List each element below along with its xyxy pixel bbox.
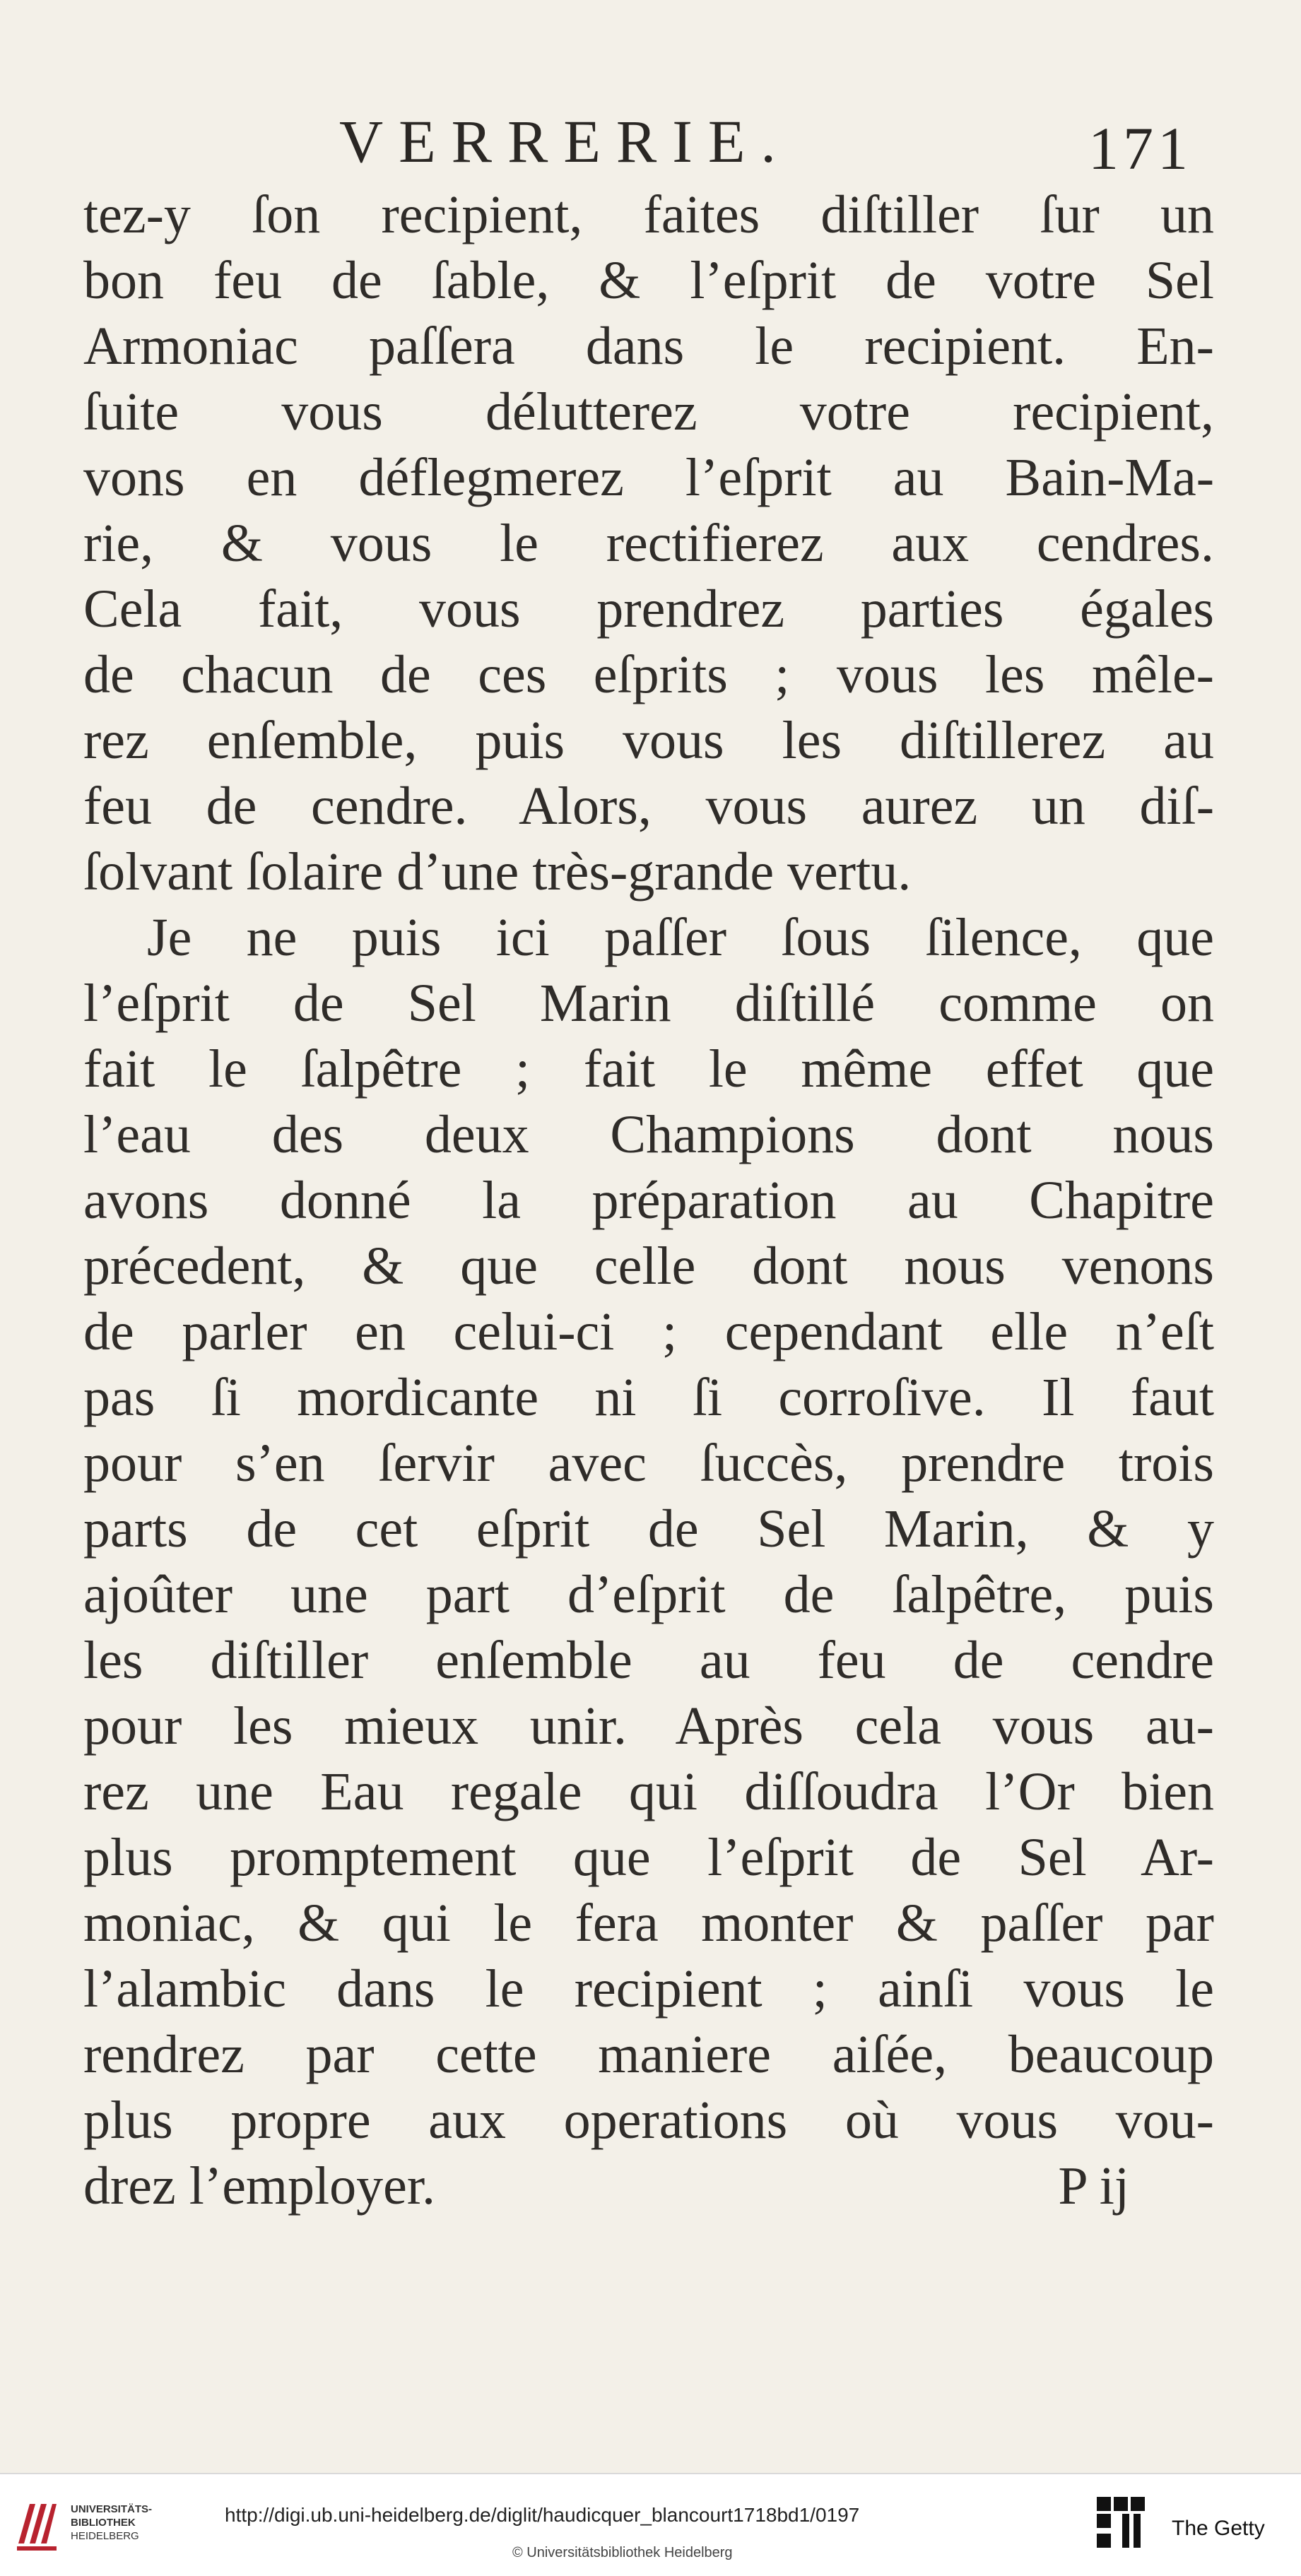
copyright-notice: © Universitätsbibliothek Heidelberg — [512, 2545, 733, 2560]
text-line: les diſtiller enſemble au feu de cendre — [83, 1631, 1214, 1690]
text-line: rie, & vous le rectifierez aux cendres. — [83, 514, 1214, 573]
text-line: Je ne puis ici paſſer ſous ſilence, que — [147, 908, 1214, 967]
text-line: de parler en celui-ci ; cependant elle n’eſt — [83, 1302, 1214, 1361]
university-library-logo-icon — [14, 2494, 59, 2555]
signature-mark: P ij — [1058, 2156, 1129, 2216]
text-line: Armoniac paſſera dans le recipient. En- — [83, 317, 1214, 376]
partner-name: The Getty — [1172, 2517, 1265, 2540]
page-header — [0, 106, 1301, 191]
text-line: tez-y ſon recipient, faites diſtiller ſur un — [83, 185, 1214, 244]
library-name — [71, 2503, 152, 2543]
text-line: pour s’en ſervir avec ſuccès, prendre trois — [83, 1434, 1214, 1493]
text-line: parts de cet eſprit de Sel Marin, & y — [83, 1499, 1214, 1559]
running-title: VERRERIE. — [339, 107, 791, 175]
text-line: Cela fait, vous prendrez parties égales — [83, 579, 1214, 639]
viewer-footer — [0, 2473, 1301, 2576]
text-line: fait le ſalpêtre ; fait le même effet que — [83, 1039, 1214, 1099]
text-line: pas ſi mordicante ni ſi corroſive. Il faut — [83, 1368, 1214, 1427]
permalink-link[interactable]: http://digi.ub.uni-heidelberg.de/diglit/haudicquer_blancourt1718bd1/0197 — [225, 2504, 860, 2526]
body-text — [83, 182, 1214, 2219]
text-line: plus propre aux operations où vous vou- — [83, 2091, 1214, 2150]
text-line: ſolvant ſolaire d’une très-grande vertu. — [83, 842, 912, 902]
text-line: drez l’employer. — [83, 2156, 436, 2216]
text-line: l’eſprit de Sel Marin diſtillé comme on — [83, 974, 1214, 1033]
text-line: rendrez par cette maniere aiſée, beaucoup — [83, 2025, 1214, 2084]
text-line: bon feu de ſable, & l’eſprit de votre Sel — [83, 251, 1214, 310]
library-name-main: UNIVERSITÄTS- BIBLIOTHEK — [71, 2503, 153, 2529]
text-line: précedent, & que celle dont nous venons — [83, 1236, 1214, 1296]
text-line: moniac, & qui le fera monter & paſſer par — [83, 1893, 1214, 1953]
text-line: de chacun de ces eſprits ; vous les mêle- — [83, 645, 1214, 704]
getty-logo-icon — [1094, 2494, 1149, 2551]
text-line: plus promptement que l’eſprit de Sel Ar- — [83, 1828, 1214, 1887]
text-line: vons en déflegmerez l’eſprit au Bain-Ma- — [83, 448, 1214, 507]
text-line: feu de cendre. Alors, vous aurez un diſ- — [83, 776, 1214, 836]
text-line: l’alambic dans le recipient ; ainſi vous le — [83, 1959, 1214, 2019]
text-line: rez enſemble, puis vous les diſtillerez au — [83, 711, 1214, 770]
library-name-city: HEIDELBERG — [71, 2530, 139, 2542]
text-line: ajoûter une part d’eſprit de ſalpêtre, puis — [83, 1565, 1214, 1624]
text-line: l’eau des deux Champions dont nous — [83, 1105, 1214, 1164]
text-line: rez une Eau regale qui diſſoudra l’Or bien — [83, 1762, 1214, 1821]
text-line-last — [83, 2153, 1214, 2219]
text-line: ſuite vous délutterez votre recipient, — [83, 382, 1214, 442]
page-number: 171 — [1088, 114, 1192, 182]
text-line: pour les mieux unir. Après cela vous au- — [83, 1696, 1214, 1756]
text-line: avons donné la préparation au Chapitre — [83, 1171, 1214, 1230]
